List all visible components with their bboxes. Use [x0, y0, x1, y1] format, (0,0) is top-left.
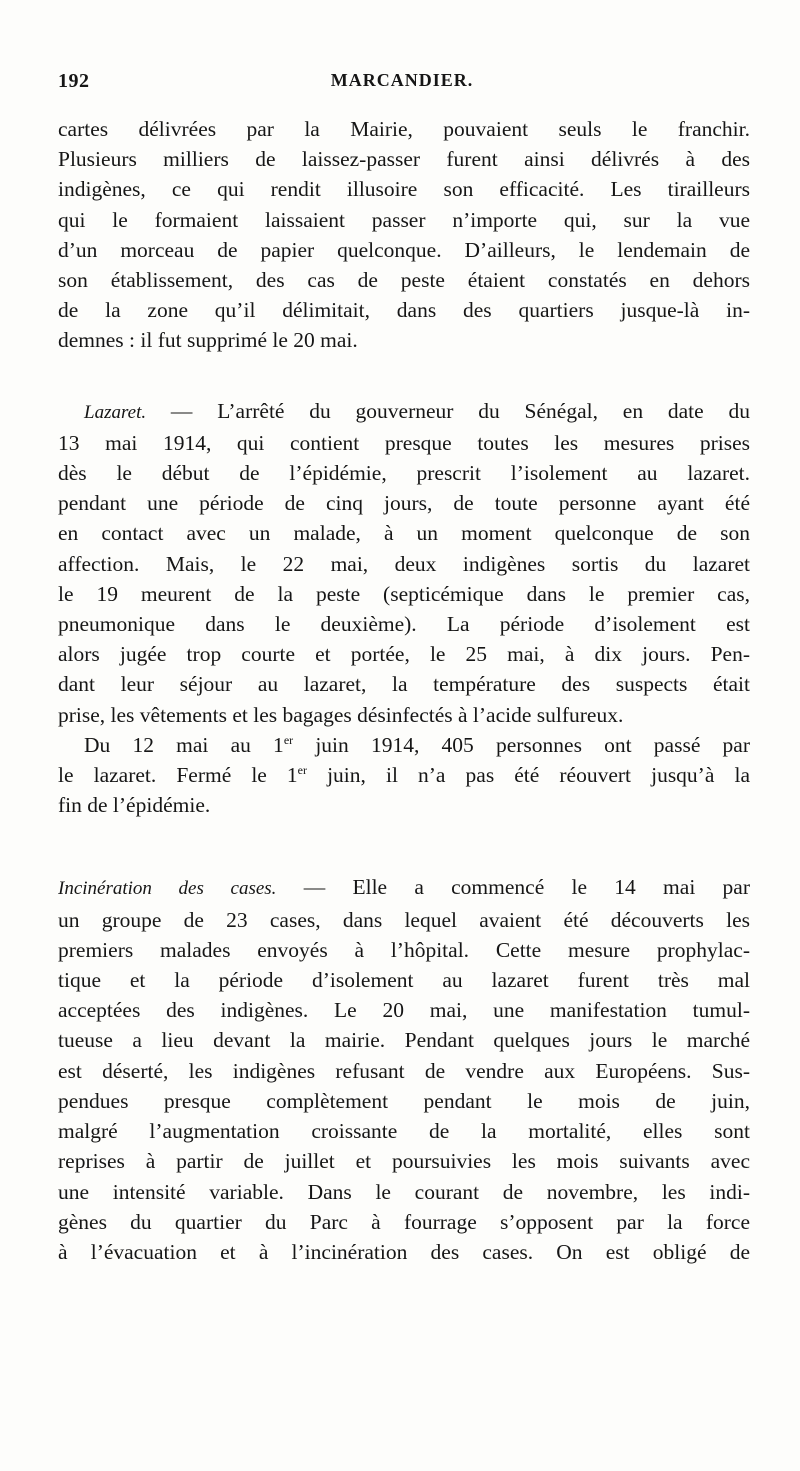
- text-line: à l’évacuation et à l’incinération des cases. On est obligé de: [58, 1239, 750, 1264]
- section-run-in-heading: Lazaret.: [84, 401, 147, 423]
- superscript: er: [297, 762, 307, 777]
- text-line: pendues presque complètement pendant le mois de juin,: [58, 1088, 750, 1113]
- text-line: prise, les vêtements et les bagages désinfectés à l’acide sulfureux.: [58, 702, 624, 727]
- text-line: d’un morceau de papier quelconque. D’ailleurs, le lendemain de: [58, 237, 750, 262]
- section-run-in-heading: Incinération des cases.: [58, 878, 277, 900]
- superscript: er: [283, 732, 294, 747]
- text-line: alors jugée trop courte et portée, le 25 mai, à dix jours. Pen-: [58, 642, 750, 667]
- text-line: [58, 872, 750, 904]
- text-fragment: juin, il n’a pas été réouvert jusqu’à la: [307, 763, 750, 788]
- text-line: une intensité variable. Dans le courant de novembre, les indi-: [58, 1179, 750, 1204]
- text-fragment: juin 1914, 405 personnes ont passé par: [293, 732, 750, 757]
- body-text: [58, 114, 750, 1267]
- text-line: indigènes, ce qui rendit illusoire son efficacité. Les tirailleurs: [58, 177, 750, 202]
- text-line: tique et la période d’isolement au lazaret furent très mal: [58, 968, 750, 993]
- text-line: est déserté, les indigènes refusant de vendre aux Européens. Sus-: [58, 1058, 750, 1083]
- text-line: qui le formaient laissaient passer n’importe qui, sur la vue: [58, 207, 750, 232]
- text-line: de la zone qu’il délimitait, dans des quartiers jusque-là in-: [58, 298, 750, 323]
- text-line: fin de l’épidémie.: [58, 793, 211, 818]
- text-fragment: — L’arrêté du gouverneur du Sénégal, en date du: [146, 398, 750, 423]
- text-line: le 19 meurent de la peste (septicémique dans le premier cas,: [58, 581, 750, 606]
- text-line: malgré l’augmentation croissante de la mortalité, elles sont: [58, 1119, 750, 1144]
- text-line: dès le début de l’épidémie, prescrit l’isolement au lazaret.: [58, 461, 750, 486]
- text-line: affection. Mais, le 22 mai, deux indigènes sortis du lazaret: [58, 551, 750, 576]
- text-line: [58, 760, 750, 790]
- text-line: tueuse a lieu devant la mairie. Pendant quelques jours le marché: [58, 1028, 750, 1053]
- text-line: acceptées des indigènes. Le 20 mai, une manifestation tumul-: [58, 998, 750, 1023]
- paragraph-lazaret: [58, 396, 750, 730]
- paragraph-continuation: [58, 114, 750, 356]
- text-line: premiers malades envoyés à l’hôpital. Cette mesure prophylac-: [58, 937, 750, 962]
- paragraph-incineration: [58, 872, 750, 1267]
- text-line: pendant une période de cinq jours, de toute personne ayant été: [58, 491, 750, 516]
- paragraph-lazaret-stats: [58, 730, 750, 821]
- page-number: 192: [58, 70, 90, 92]
- text-line: Plusieurs milliers de laissez-passer furent ainsi délivrés à des: [58, 147, 750, 172]
- text-line: gènes du quartier du Parc à fourrage s’opposent par la force: [58, 1209, 750, 1234]
- text-line: reprises à partir de juillet et poursuivies les mois suivants avec: [58, 1149, 750, 1174]
- text-line: [58, 730, 750, 760]
- text-line: dant leur séjour au lazaret, la température des suspects était: [58, 672, 750, 697]
- text-line: 13 mai 1914, qui contient presque toutes les mesures prises: [58, 430, 750, 455]
- text-line: son établissement, des cas de peste étaient constatés en dehors: [58, 268, 750, 293]
- text-fragment: le lazaret. Fermé le 1: [58, 763, 298, 788]
- text-line: en contact avec un malade, à un moment quelconque de son: [58, 521, 750, 546]
- text-fragment: Du 12 mai au 1: [84, 732, 284, 757]
- text-line: un groupe de 23 cases, dans lequel avaient été découverts les: [58, 907, 750, 932]
- text-fragment: — Elle a commencé le 14 mai par: [276, 875, 750, 900]
- page-header: [58, 70, 746, 100]
- running-head: MARCANDIER.: [330, 70, 474, 90]
- text-line: cartes délivrées par la Mairie, pouvaient seuls le franchir.: [58, 117, 750, 141]
- text-line: [58, 396, 750, 428]
- text-line: pneumonique dans le deuxième). La période d’isolement est: [58, 612, 750, 637]
- text-line: demnes : il fut supprimé le 20 mai.: [58, 328, 358, 353]
